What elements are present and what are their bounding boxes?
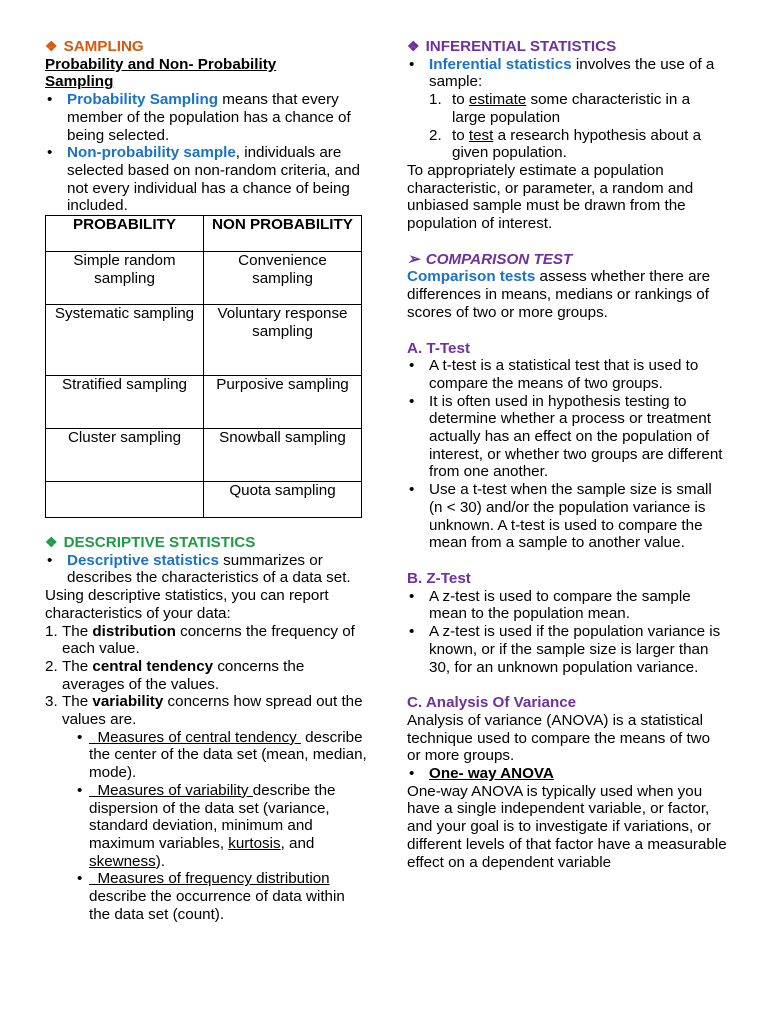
- diamond-icon: ❖: [45, 534, 58, 551]
- list-item: 1. The distribution concerns the frequency of each value.: [45, 622, 355, 658]
- descriptive-intro: Using descriptive statistics, you can report characteristics of your data:: [45, 587, 329, 622]
- diamond-icon: ❖: [407, 38, 420, 54]
- anova-paragraph: Analysis of variance (ANOVA) is a statistical technique used to compare the means of two or more groups.: [407, 711, 711, 765]
- ttest-list: [407, 357, 727, 552]
- list-item: • Descriptive statistics summarizes or describes the characteristics of a data set.: [45, 552, 367, 587]
- right-column: [407, 38, 727, 871]
- table-header: PROBABILITY: [46, 216, 204, 252]
- inferential-paragraph: To appropriately estimate a population characteristic, or parameter, a random and unbiased sample must be drawn from the population of interest.: [407, 161, 694, 233]
- table-cell: Cluster sampling: [46, 429, 204, 482]
- inferential-list: [429, 91, 727, 162]
- descriptive-heading: ❖ DESCRIPTIVE STATISTICS: [45, 534, 256, 552]
- table-cell: Systematic sampling: [46, 305, 204, 376]
- table-cell: Convenience sampling: [204, 252, 362, 305]
- probability-subheading: Probability and Non- Probability Sampling: [45, 55, 277, 91]
- sampling-definitions: [45, 91, 367, 215]
- table-cell: [46, 482, 204, 518]
- list-item: • Use a t-test when the sample size is small (n < 30) and/or the population variance is unknown. A t-test is used to compare the mean from a sample to another value.: [407, 481, 727, 552]
- anova-heading: C. Analysis Of Variance: [407, 694, 577, 712]
- descriptive-definition: [45, 552, 367, 587]
- list-item: • Measures of frequency distribution describe the occurrence of data within the data set (count).: [75, 870, 367, 923]
- table-header: NON PROBABILITY: [204, 216, 362, 252]
- descriptive-list: [45, 623, 367, 924]
- ztest-list: [407, 588, 727, 677]
- ztest-heading: B. Z-Test: [407, 569, 471, 587]
- table-cell: Quota sampling: [204, 482, 362, 518]
- anova-list: [407, 765, 727, 783]
- sampling-heading: ❖ SAMPLING: [45, 38, 144, 55]
- comparison-heading: ➢ COMPARISON TEST: [407, 250, 573, 268]
- measures-list: [62, 729, 367, 924]
- list-item: • It is often used in hypothesis testing to determine whether a process or treatment actually has an effect on the population of interest, or whether two groups are different from one another.: [407, 393, 727, 482]
- list-item: • A t-test is a statistical test that is used to compare the means of two groups.: [407, 357, 727, 392]
- inferential-heading: ❖ INFERENTIAL STATISTICS: [407, 38, 617, 55]
- table-cell: Simple random sampling: [46, 252, 204, 305]
- inferential-definition: [407, 56, 727, 162]
- list-item: • Measures of variability describe the dispersion of the data set (variance, standard deviation, minimum and maximum variables, kurtosis, and skewness).: [75, 782, 367, 871]
- list-item: 3. The variability concerns how spread out the values are. • Measures of central tendency describe the center of the data set (mean, median, mode). • Measures of variability describe the dispersion of the data set (variance, standard deviation, minimum and maximum variables, kurtosis, and skewness). • Measures of frequency distribution describe the occurrence of data within the data set (count).: [45, 693, 367, 923]
- list-item: • Measures of central tendency describe the center of the data set (mean, median, mode).: [75, 729, 367, 782]
- ttest-heading: A. T-Test: [407, 339, 471, 357]
- list-item: 2. The central tendency concerns the averages of the values.: [45, 657, 305, 693]
- table-cell: Voluntary response sampling: [204, 305, 362, 376]
- left-column: [45, 38, 367, 924]
- sampling-table: [45, 215, 362, 518]
- list-item: • Non-probability sample, individuals are selected based on non-random criteria, and not every individual has a chance of being included.: [45, 144, 367, 215]
- list-item: • Probability Sampling means that every member of the population has a chance of being selected.: [45, 91, 367, 144]
- list-item: 2. to test a research hypothesis about a given population.: [429, 126, 702, 162]
- list-item: 1. to estimate some characteristic in a large population: [429, 91, 691, 126]
- list-item: • A z-test is used if the population variance is known, or if the sample size is larger than 30, for an unknown population variance.: [407, 623, 727, 676]
- table-cell: Snowball sampling: [204, 429, 362, 482]
- table-cell: Purposive sampling: [204, 376, 362, 429]
- table-cell: Stratified sampling: [46, 376, 204, 429]
- comparison-paragraph: Comparison tests assess whether there are differences in means, medians or rankings of scores of two or more groups.: [407, 268, 711, 321]
- list-item: • A z-test is used to compare the sample mean to the population mean.: [407, 588, 727, 623]
- list-item: • One- way ANOVA: [407, 765, 727, 783]
- arrow-icon: ➢: [407, 250, 420, 268]
- diamond-icon: ❖: [45, 38, 58, 54]
- list-item: • Inferential statistics involves the use of a sample: 1. to estimate some characteristic in a large population 2. to test a research hypothesis about a given population.: [407, 56, 727, 162]
- oneway-paragraph: One-way ANOVA is typically used when you have a single independent variable, or factor, and your goal is to investigate if variations, or different levels of that factor have a measurable effect on a dependent variable: [407, 782, 727, 871]
